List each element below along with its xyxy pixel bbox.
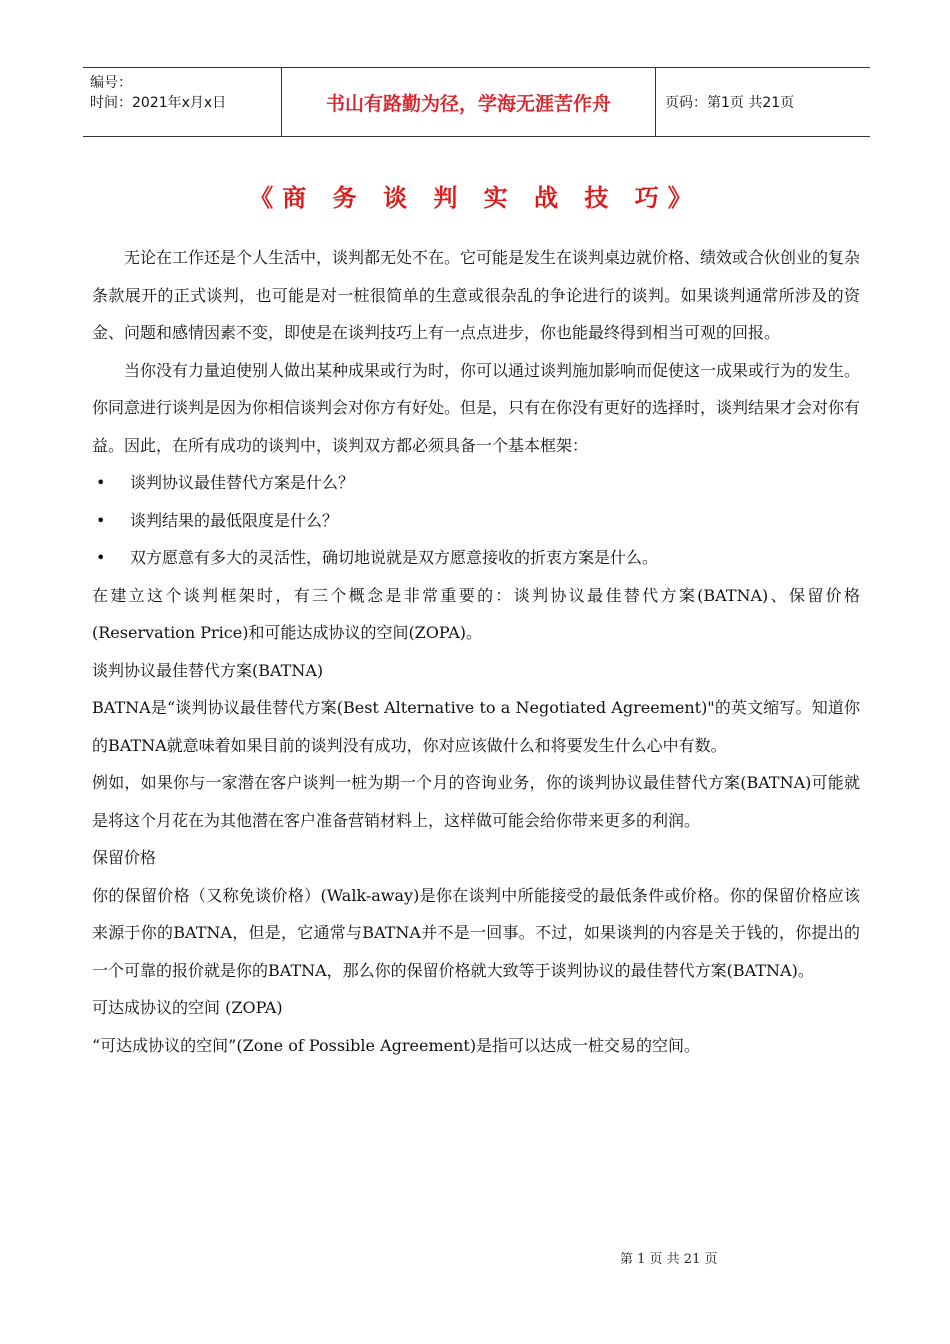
document-number-label: 编号： (90, 75, 132, 91)
bullet-item (92, 539, 860, 577)
header-motto: 书山有路勤为径，学海无涯苦作舟 (281, 68, 656, 136)
section-heading: 谈判协议最佳替代方案(BATNA) (92, 660, 324, 680)
header-page-label: 页码：第1页 共21页 (665, 95, 795, 111)
paragraph: 无论在工作还是个人生活中，谈判都无处不在。它可能是发生在谈判桌边就价格、绩效或合伙创业的复杂条款展开的正式谈判，也可能是对一桩很简单的生意或很杂乱的争论进行的谈判。如果谈判通常所涉及的资金、问题和感情因素不变，即使是在谈判技巧上有一点点进步，你也能最终得到相当可观的回报。 (92, 248, 861, 342)
section-heading: 可达成协议的空间 (ZOPA) (92, 998, 283, 1017)
header-meta (83, 68, 281, 136)
paragraph: 当你没有力量迫使别人做出某种成果或行为时，你可以通过谈判施加影响而促使这一成果或行为的发生。你同意进行谈判是因为你相信谈判会对你方有好处。但是，只有在你没有更好的选择时，谈判结果才会对你有益。因此，在所有成功的谈判中，谈判双方都必须具备一个基本框架： (92, 360, 861, 455)
bullet-text: 谈判协议最佳替代方案是什么？ (130, 473, 355, 492)
paragraph: 在建立这个谈判框架时，有三个概念是非常重要的：谈判协议最佳替代方案(BATNA)、保留价格(Reservation Price)和可能达成协议的空间(ZOPA)。 (92, 585, 860, 642)
section-heading: 保留价格 (92, 848, 157, 867)
paragraph: BATNA是“谈判协议最佳替代方案(Best Alternative to a Negotiated Agreement)"的英文缩写。知道你的BATNA就意味着如果目前的谈判没有成功，你对应该做什么和将要发生什么心中有数。 (92, 698, 860, 755)
bullet-text: 双方愿意有多大的灵活性，确切地说就是双方愿意接收的折衷方案是什么。 (130, 548, 659, 567)
bullet-item (92, 502, 860, 540)
page-header (83, 67, 870, 137)
bullet-item (92, 464, 860, 502)
paragraph: “可达成协议的空间”(Zone of Possible Agreement)是指可以达成一桩交易的空间。 (92, 1035, 701, 1055)
document-body (92, 239, 860, 1064)
paragraph: 你的保留价格（又称免谈价格）(Walk-away)是你在谈判中所能接受的最低条件或价格。你的保留价格应该来源于你的BATNA，但是，它通常与BATNA并不是一回事。不过，如果谈判的内容是关于钱的，你提出的一个可靠的报价就是你的BATNA，那么你的保留价格就大致等于谈判协议的最佳替代方案(BATNA)。 (92, 885, 860, 980)
page-footer: 第 1 页 共 21 页 (620, 1252, 718, 1267)
bullet-dot-icon: • (96, 473, 106, 492)
bullet-text: 谈判结果的最低限度是什么？ (130, 510, 339, 530)
document-title: 《商 务 谈 判 实 战 技 巧》 (249, 183, 701, 212)
bullet-dot-icon: • (96, 510, 106, 530)
paragraph: 例如，如果你与一家潜在客户谈判一桩为期一个月的咨询业务，你的谈判协议最佳替代方案(BATNA)可能就是将这个月花在为其他潜在客户准备营销材料上，这样做可能会给你带来更多的利润。 (92, 773, 860, 830)
bullet-dot-icon: • (96, 548, 106, 567)
document-date-label: 时间：2021年x月x日 (90, 95, 227, 111)
